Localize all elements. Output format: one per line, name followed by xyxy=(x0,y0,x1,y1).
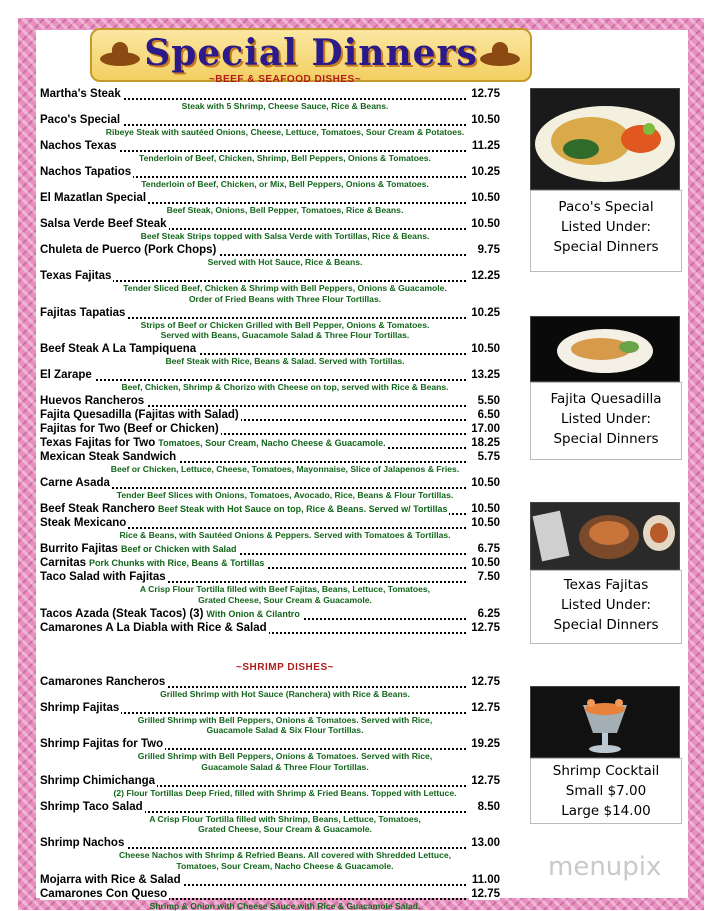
menu-item-title: El Zarape xyxy=(40,369,92,381)
menu-item-name xyxy=(40,517,128,529)
menu-item-price: 6.75 xyxy=(477,543,500,555)
menu-item-title: Tacos Azada (Steak Tacos) (3) xyxy=(40,607,204,620)
menu-item-price: 13.25 xyxy=(471,369,500,381)
menu-item xyxy=(40,608,500,622)
menu-item-name xyxy=(40,114,122,126)
menu-item xyxy=(40,423,500,437)
menu-item-description: Beef, Chicken, Shrimp & Chorizo with Cheese on top, served with Rice & Beans. xyxy=(121,382,449,392)
menu-item-description: Beef Steak Strips topped with Salsa Verde with Tortillas, Rice & Beans. xyxy=(140,231,430,241)
caption-line: Small $7.00 xyxy=(565,783,647,799)
menu-item-price: 12.75 xyxy=(471,621,500,634)
caption-line: Special Dinners xyxy=(553,431,659,447)
menu-item-title: El Mazatlan Special xyxy=(40,192,147,204)
pacos-special-caption xyxy=(530,190,682,272)
menu-item xyxy=(40,503,500,517)
watermark: menupix xyxy=(548,852,662,882)
menu-item-price: 11.25 xyxy=(471,140,500,152)
menu-item-description: Tenderloin of Beef, Chicken, Shrimp, Bell Peppers, Onions & Tomatoes. xyxy=(139,153,431,163)
texas-fajitas-caption xyxy=(530,570,682,644)
menu-item xyxy=(40,343,500,357)
menu-item xyxy=(40,437,500,451)
menu-item-name xyxy=(40,775,157,787)
menu-item-name xyxy=(40,571,168,583)
menu-item-description: Cheese Nachos with Shrimp & Refried Beans. All covered with Shredded Lettuce, xyxy=(118,850,452,860)
menu-item-price: 17.00 xyxy=(471,423,500,435)
menu-item-name xyxy=(40,622,269,634)
menu-item-description: Steak with 5 Shrimp, Cheese Sauce, Rice & Beans. xyxy=(181,101,389,111)
menu-item-description: Grilled Shrimp with Bell Peppers, Onions & Tomatoes. Served with Rice, xyxy=(137,751,433,761)
menu-item-description: Shrimp & Onion with Cheese Sauce with Rice & Guacamole Salad. xyxy=(149,900,421,911)
caption-line: Listed Under: xyxy=(561,411,651,427)
menu-item-description: Tomatoes, Sour Cream, Nacho Cheese & Guacamole. xyxy=(176,860,394,871)
menu-item xyxy=(40,477,500,491)
menu-item xyxy=(40,557,500,571)
menu-item xyxy=(40,676,500,690)
menu-item-description: Tenderloin of Beef, Chicken, or Mix, Bell Peppers, Onions & Tomatoes. xyxy=(141,179,429,189)
menu-item-title: Steak Mexicano xyxy=(40,517,127,529)
menu-item-description: Beef Steak with Rice, Beans & Salad. Served with Tortillas. xyxy=(165,356,405,366)
caption-line: Listed Under: xyxy=(561,219,651,235)
menu-item-name xyxy=(40,888,169,900)
menu-item-price: 5.75 xyxy=(477,451,500,463)
menu-item-title: Shrimp Nachos xyxy=(40,837,125,849)
menu-item-name xyxy=(40,395,146,407)
caption-line: Paco's Special xyxy=(558,199,654,215)
menu-item-title: Texas Fajitas for Two xyxy=(40,437,156,449)
menu-item-title: Beef Steak Ranchero xyxy=(40,503,156,515)
menu-item-title: Nachos Texas xyxy=(40,140,117,152)
menu-item-name xyxy=(40,451,178,463)
menu-item-inline-description: Pork Chunks with Rice, Beans & Tortillas xyxy=(89,558,265,568)
menu-item-price: 12.75 xyxy=(471,88,500,100)
shrimp-cocktail-caption xyxy=(530,758,682,824)
menu-item-title: Camarones Con Queso xyxy=(40,887,168,900)
menu-item-price: 10.50 xyxy=(471,517,500,529)
fajita-quesadilla-photo xyxy=(530,316,680,382)
fajita-quesadilla-caption xyxy=(530,382,682,460)
menu-item xyxy=(40,218,500,232)
menu-item-price: 6.25 xyxy=(477,607,500,620)
menu-item xyxy=(40,166,500,180)
menu-item-name xyxy=(40,409,241,421)
menu-item-title: Shrimp Taco Salad xyxy=(40,800,143,813)
menu-item-inline-description: With Onion & Cilantro xyxy=(206,608,300,619)
menu-item-title: Burrito Fajitas xyxy=(40,543,118,555)
menu-item-price: 10.50 xyxy=(471,477,500,489)
menu-item-name xyxy=(40,88,123,100)
menu-item-title: Carnitas xyxy=(40,557,87,569)
menu-item-title: Salsa Verde Beef Steak xyxy=(40,218,167,230)
menu-item-description: (2) Flour Tortillas Deep Fried, filled with Shrimp & Fried Beans. Topped with Lettuce. xyxy=(113,787,457,798)
menu-item-description: Served with Beans, Guacamole Salad & Three Flour Tortillas. xyxy=(160,330,410,340)
menu-item-price: 12.75 xyxy=(471,887,500,900)
menu-item-name xyxy=(40,423,221,435)
menu-item-title: Beef Steak A La Tampiquena xyxy=(40,343,197,355)
menu-item-name xyxy=(40,343,198,355)
menu-item-title: Carne Asada xyxy=(40,477,110,489)
menu-item-price: 5.50 xyxy=(477,395,500,407)
menu-item xyxy=(40,517,500,531)
menu-item-price: 10.50 xyxy=(471,218,500,230)
leader-dots xyxy=(40,369,466,381)
menu-item xyxy=(40,571,500,585)
menu-item-price: 11.00 xyxy=(471,873,500,886)
menu-item-title: Fajitas for Two (Beef or Chicken) xyxy=(40,423,219,435)
menu-item-name xyxy=(40,477,112,489)
menu-item-description: Grated Cheese, Sour Cream & Guacamole. xyxy=(198,594,372,605)
caption-line: Special Dinners xyxy=(553,239,659,255)
menu-item-name xyxy=(40,192,148,204)
menu-item-name xyxy=(40,676,167,688)
caption-line: Texas Fajitas xyxy=(563,577,649,593)
menu-item-description: Guacamole Salad & Three Flour Tortillas. xyxy=(201,761,369,772)
menu-item-description: Grilled Shrimp with Hot Sauce (Ranchera) with Rice & Beans. xyxy=(160,688,410,699)
menu-item-title: Nachos Tapatios xyxy=(40,166,132,178)
menu-item-name xyxy=(40,503,449,515)
menu-item-price: 8.50 xyxy=(477,800,500,813)
menu-item-description: Order of Fried Beans with Three Flour Tortillas. xyxy=(188,293,382,304)
menu-item-name xyxy=(40,874,183,886)
menu-item-price: 12.75 xyxy=(471,675,500,688)
section-heading: ~SHRIMP DISHES~ xyxy=(236,661,334,673)
menu-item xyxy=(40,702,500,716)
menu-item-price: 19.25 xyxy=(471,738,500,750)
menu-item-name xyxy=(40,801,145,813)
menu-item-name xyxy=(40,702,121,714)
caption-line: Listed Under: xyxy=(561,597,651,613)
menu-item-inline-description: Beef Steak with Hot Sauce on top, Rice & Beans. Served w/ Tortillas xyxy=(158,504,448,514)
menu-item-title: Paco's Special xyxy=(40,114,121,126)
menu-item-description: Grilled Shrimp with Bell Peppers, Onions & Tomatoes. Served with Rice, xyxy=(137,714,433,725)
section-heading: ~BEEF & SEAFOOD DISHES~ xyxy=(208,74,362,85)
menu-item-description: Rice & Beans, with Sautéed Onions & Peppers. Served with Tomatoes & Tortillas. xyxy=(119,530,451,540)
menu-item-name xyxy=(40,369,94,381)
menu-item xyxy=(40,837,500,851)
menu-item-title: Mojarra with Rice & Salad xyxy=(40,873,181,886)
menu-item xyxy=(40,369,500,383)
menu-item xyxy=(40,775,500,789)
menu-item xyxy=(40,888,500,902)
menu-item xyxy=(40,307,500,321)
menu-item xyxy=(40,801,500,815)
menu-item-title: Mexican Steak Sandwich xyxy=(40,451,177,463)
menu-item-price: 10.50 xyxy=(471,343,500,355)
menu-item-price: 10.25 xyxy=(471,166,500,178)
menu-item-price: 10.50 xyxy=(471,114,500,126)
menu-item-title: Martha's Steak xyxy=(40,88,121,100)
shrimp-cocktail-photo xyxy=(530,686,680,758)
menu-item-price: 12.25 xyxy=(471,270,500,282)
menu-item-name xyxy=(40,140,119,152)
menu-item-price: 10.50 xyxy=(471,192,500,204)
menu-item xyxy=(40,244,500,258)
menu-item-description: Beef Steak, Onions, Bell Pepper, Tomatoes, Rice & Beans. xyxy=(166,205,404,215)
menu-item-title: Huevos Rancheros xyxy=(40,395,145,407)
menu-item-name xyxy=(40,543,239,555)
menu-item xyxy=(40,451,500,465)
menu-item-description: Grated Cheese, Sour Cream & Guacamole. xyxy=(198,824,372,834)
menu-item xyxy=(40,114,500,128)
menu-item-description: Ribeye Steak with sautéed Onions, Cheese, Lettuce, Tomatoes, Sour Cream & Potatoes. xyxy=(105,127,465,137)
caption-line: Special Dinners xyxy=(553,617,659,633)
menu-item-description: A Crisp Flour Tortilla filled with Beef Fajitas, Beans, Lettuce, Tomatoes, xyxy=(139,584,431,594)
page-title: Special Dinners xyxy=(144,32,478,74)
menu-item-inline-description: Tomatoes, Sour Cream, Nacho Cheese & Guacamole. xyxy=(158,438,386,448)
menu-item-name xyxy=(40,608,302,620)
menu-item-description: Served with Hot Sauce, Rice & Beans. xyxy=(207,257,363,267)
menu-item-name xyxy=(40,166,133,178)
menu-item-description: Strips of Beef or Chicken Grilled with Bell Pepper, Onions & Tomatoes. xyxy=(140,319,430,330)
menu-item-title: Shrimp Chimichanga xyxy=(40,774,156,787)
menu-item-price: 18.25 xyxy=(471,437,500,449)
menu-item xyxy=(40,543,500,557)
menu-item xyxy=(40,622,500,636)
menu-item xyxy=(40,140,500,154)
menu-item xyxy=(40,409,500,423)
menu-item-description: Guacamole Salad & Six Flour Tortillas. xyxy=(206,725,364,735)
menu-item-price: 12.75 xyxy=(471,774,500,787)
menu-item-title: Fajitas Tapatias xyxy=(40,306,126,319)
menu-item-title: Camarones A La Diabla with Rice & Salad xyxy=(40,621,267,634)
menu-item-name xyxy=(40,307,127,319)
menu-item-title: Chuleta de Puerco (Pork Chops) xyxy=(40,244,217,256)
menu-item-price: 7.50 xyxy=(477,571,500,583)
caption-line: Shrimp Cocktail xyxy=(552,763,660,779)
menu-item-title: Camarones Rancheros xyxy=(40,675,166,688)
menu-item-description: Tender Beef Slices with Onions, Tomatoes, Avocado, Rice, Beans & Flour Tortillas. xyxy=(116,490,454,500)
menu-item-price: 10.50 xyxy=(471,503,500,515)
menu-item-description: Beef or Chicken, Lettuce, Cheese, Tomatoes, Mayonnaise, Slice of Jalapenos & Fries. xyxy=(110,464,460,474)
menu-item xyxy=(40,738,500,752)
menu-item-title: Fajita Quesadilla (Fajitas with Salad) xyxy=(40,409,239,421)
menu-item xyxy=(40,270,500,284)
menu-item-name xyxy=(40,557,266,569)
menu-item-title: Taco Salad with Fajitas xyxy=(40,571,166,583)
menu-item-price: 13.00 xyxy=(471,837,500,849)
menu-item-name xyxy=(40,738,165,750)
menu-item-description: A Crisp Flour Tortilla filled with Shrimp, Beans, Lettuce, Tomatoes, xyxy=(149,813,421,824)
menu-item-name xyxy=(40,244,218,256)
caption-line: Fajita Quesadilla xyxy=(550,391,662,407)
menu-item-title: Shrimp Fajitas xyxy=(40,701,120,714)
menu-item-price: 12.75 xyxy=(471,701,500,714)
menu-item-description: Tender Sliced Beef, Chicken & Shrimp with Bell Peppers, Onions & Guacamole. xyxy=(123,283,447,293)
menu-item-title: Texas Fajitas xyxy=(40,270,112,282)
menu-item-price: 6.50 xyxy=(477,409,500,421)
caption-line: Large $14.00 xyxy=(561,803,651,819)
menu-item xyxy=(40,874,500,888)
texas-fajitas-photo xyxy=(530,502,680,570)
pacos-special-photo xyxy=(530,88,680,190)
menu-item-title: Shrimp Fajitas for Two xyxy=(40,738,164,750)
menu-item-name xyxy=(40,270,113,282)
menu-item xyxy=(40,192,500,206)
menu-item-name xyxy=(40,437,388,449)
menu-item-name xyxy=(40,218,169,230)
menu-item xyxy=(40,88,500,102)
menu-item-price: 10.25 xyxy=(471,306,500,319)
menu-item-name xyxy=(40,837,126,849)
menu-item-price: 9.75 xyxy=(477,244,500,256)
menu-item xyxy=(40,395,500,409)
menu-item-price: 10.50 xyxy=(471,557,500,569)
menu-item-inline-description: Beef or Chicken with Salad xyxy=(120,544,237,554)
